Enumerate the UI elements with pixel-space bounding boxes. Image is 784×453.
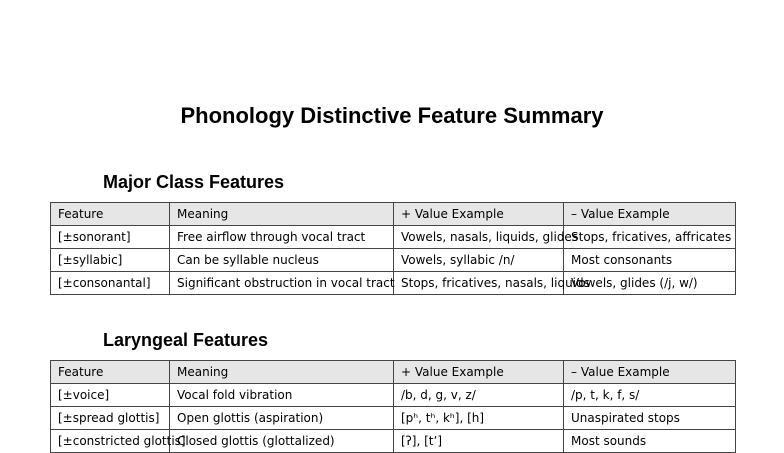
feature-cell: [±spread glottis] xyxy=(51,407,170,430)
table-row xyxy=(51,430,736,453)
table-header-row xyxy=(51,203,736,226)
minus-example-cell: Most sounds xyxy=(564,430,736,453)
column-header-meaning: Meaning xyxy=(170,361,394,384)
column-header-feature: Feature xyxy=(51,203,170,226)
laryngeal-table xyxy=(50,360,736,453)
plus-example-cell: Stops, fricatives, nasals, liquids xyxy=(394,272,564,295)
feature-cell: [±consonantal] xyxy=(51,272,170,295)
plus-example-cell: [ʔ], [tʼ] xyxy=(394,430,564,453)
plus-example-cell: Vowels, syllabic /n/ xyxy=(394,249,564,272)
plus-example-cell: /b, d, g, v, z/ xyxy=(394,384,564,407)
meaning-cell: Vocal fold vibration xyxy=(170,384,394,407)
meaning-cell: Can be syllable nucleus xyxy=(170,249,394,272)
minus-example-cell: /p, t, k, f, s/ xyxy=(564,384,736,407)
meaning-cell: Significant obstruction in vocal tract xyxy=(170,272,394,295)
document-title: Phonology Distinctive Feature Summary xyxy=(180,103,604,128)
column-header-feature: Feature xyxy=(51,361,170,384)
table-row xyxy=(51,272,736,295)
meaning-cell: Closed glottis (glottalized) xyxy=(170,430,394,453)
feature-cell: [±sonorant] xyxy=(51,226,170,249)
column-header-meaning: Meaning xyxy=(170,203,394,226)
minus-example-cell: Vowels, glides (/j, w/) xyxy=(564,272,736,295)
major-class-table xyxy=(50,202,736,295)
column-header-plus-example: + Value Example xyxy=(394,203,564,226)
column-header-plus-example: + Value Example xyxy=(394,361,564,384)
table-row xyxy=(51,249,736,272)
column-header-minus-example: – Value Example xyxy=(564,203,736,226)
minus-example-cell: Most consonants xyxy=(564,249,736,272)
table-row xyxy=(51,226,736,249)
laryngeal-heading: Laryngeal Features xyxy=(103,330,269,350)
minus-example-cell: Unaspirated stops xyxy=(564,407,736,430)
feature-cell: [±constricted glottis] xyxy=(51,430,170,453)
meaning-cell: Free airflow through vocal tract xyxy=(170,226,394,249)
feature-cell: [±voice] xyxy=(51,384,170,407)
column-header-minus-example: – Value Example xyxy=(564,361,736,384)
major-class-heading: Major Class Features xyxy=(103,172,285,192)
table-header-row xyxy=(51,361,736,384)
feature-cell: [±syllabic] xyxy=(51,249,170,272)
plus-example-cell: [pʰ, tʰ, kʰ], [h] xyxy=(394,407,564,430)
plus-example-cell: Vowels, nasals, liquids, glides xyxy=(394,226,564,249)
table-row xyxy=(51,407,736,430)
minus-example-cell: Stops, fricatives, affricates xyxy=(564,226,736,249)
meaning-cell: Open glottis (aspiration) xyxy=(170,407,394,430)
table-row xyxy=(51,384,736,407)
